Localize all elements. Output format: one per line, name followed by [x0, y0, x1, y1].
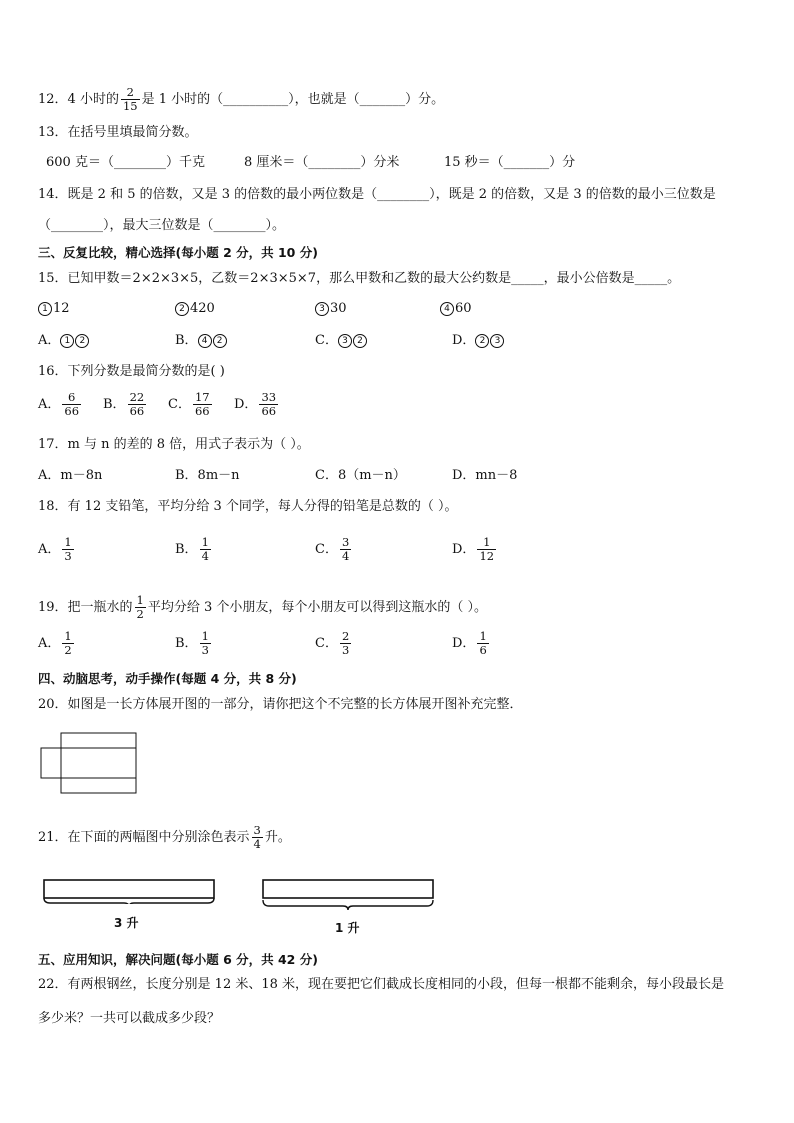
q16-option-d[interactable]: D． $\frac{33}{66}$ — [234, 390, 277, 418]
q15-option-a[interactable]: A． 1 2 — [38, 332, 90, 350]
fraction: $\frac{3}{4}$ — [341, 535, 350, 563]
q13-blank-1: 600 克＝（________）千克 — [46, 155, 205, 170]
q18-option-a[interactable]: A． $\frac{1}{3}$ — [38, 535, 72, 563]
question-19-stem: 19．把一瓶水的 $\frac{1}{2}$ 平均分给 3 个小朋友，每个小朋友可以得到这瓶水的（ ）。 — [38, 593, 488, 621]
question-15-stem: 15．已知甲数＝2×2×3×5，乙数＝2×3×5×7，那么甲数和乙数的最大公约数是_____，最小公倍数是_____。 — [38, 271, 681, 286]
q18-option-c[interactable]: C． $\frac{3}{4}$ — [315, 535, 350, 563]
fraction: $\frac{1}{2}$ — [64, 629, 72, 657]
cuboid-net-figure — [38, 728, 140, 798]
left-bar-with-brace — [40, 876, 218, 904]
q15-option-d[interactable]: D． 2 3 — [452, 332, 505, 350]
section-5-heading: 五、应用知识，解决问题(每小题 6 分，共 42 分) — [38, 952, 318, 967]
question-21-stem: 21．在下面的两幅图中分别涂色表示 $\frac{3}{4}$ 升。 — [38, 823, 291, 851]
fraction: $\frac{33}{66}$ — [261, 390, 277, 418]
q17-option-d[interactable]: D．mn－8 — [452, 468, 518, 483]
question-17-stem: 17．m 与 n 的差的 8 倍，用式子表示为（ ）。 — [38, 437, 310, 452]
fraction: $\frac{6}{66}$ — [64, 390, 80, 418]
q15-item-4: 4 60 — [440, 300, 472, 318]
q16-option-c[interactable]: C． $\frac{17}{66}$ — [168, 390, 210, 418]
question-20-stem: 20．如图是一长方体展开图的一部分，请你把这个不完整的长方体展开图补充完整． — [38, 697, 523, 712]
fraction: $\frac{1}{6}$ — [479, 629, 487, 657]
fraction: $\frac{3}{4}$ — [253, 823, 261, 851]
q16-option-b[interactable]: B． $\frac{22}{66}$ — [103, 390, 145, 418]
left-bar-label: 3 升 — [114, 916, 139, 930]
right-bar-label: 1 升 — [335, 921, 360, 935]
section-3-heading: 三、反复比较，精心选择(每小题 2 分，共 10 分) — [38, 245, 318, 260]
fraction: $\frac{22}{66}$ — [129, 390, 145, 418]
section-4-heading: 四、动脑思考，动手操作(每题 4 分，共 8 分) — [38, 671, 297, 686]
q15-option-b[interactable]: B． 4 2 — [175, 332, 228, 350]
q13-blank-2: 8 厘米＝（________）分米 — [244, 155, 400, 170]
q19-option-a[interactable]: A． $\frac{1}{2}$ — [38, 629, 72, 657]
question-22-line1: 22．有两根钢丝，长度分别是 12 米、18 米，现在要把它们截成长度相同的小段，但每一根都不能剩余，每小段最长是 — [38, 977, 725, 992]
fraction: $\frac{1}{3}$ — [64, 535, 72, 563]
fraction: $\frac{1}{2}$ — [136, 593, 144, 621]
q16-option-a[interactable]: A． $\frac{6}{66}$ — [38, 390, 80, 418]
question-14-line1: 14．既是 2 和 5 的倍数，又是 3 的倍数的最小两位数是（________），既是 2 的倍数，又是 3 的倍数的最小三位数是 — [38, 187, 716, 202]
q19-option-b[interactable]: B． $\frac{1}{3}$ — [175, 629, 209, 657]
question-18-stem: 18．有 12 支铅笔，平均分给 3 个同学，每人分得的铅笔是总数的（ ）。 — [38, 499, 458, 514]
fraction: $\frac{2}{3}$ — [341, 629, 350, 657]
q18-option-d[interactable]: D． $\frac{1}{12}$ — [452, 535, 495, 563]
fraction: $\frac{1}{4}$ — [201, 535, 209, 563]
q12-text-pre: 12．4 小时的 — [38, 92, 119, 107]
q15-item-2: 2 420 — [175, 300, 215, 318]
question-22-line2: 多少米？一共可以截成多少段？ — [38, 1011, 221, 1026]
q12-text-post: 是 1 小时的（__________），也就是（_______）分。 — [141, 92, 445, 107]
fraction: $\frac{1}{3}$ — [201, 629, 209, 657]
question-14-line2: （________），最大三位数是（________）。 — [38, 218, 286, 233]
right-bar-with-brace — [259, 876, 437, 910]
question-12 — [38, 86, 444, 113]
fraction: $\frac{1}{12}$ — [479, 535, 495, 563]
q17-option-a[interactable]: A．m－8n — [38, 468, 103, 483]
q18-option-b[interactable]: B． $\frac{1}{4}$ — [175, 535, 209, 563]
q19-option-c[interactable]: C． $\frac{2}{3}$ — [315, 629, 350, 657]
q13-blank-3: 15 秒＝（_______）分 — [444, 155, 576, 170]
q15-option-c[interactable]: C． 3 2 — [315, 332, 368, 350]
question-16-stem: 16．下列分数是最简分数的是( ) — [38, 364, 225, 379]
fraction: $\frac{17}{66}$ — [194, 390, 210, 418]
q19-option-d[interactable]: D． $\frac{1}{6}$ — [452, 629, 487, 657]
question-13-stem: 13．在括号里填最简分数。 — [38, 125, 198, 140]
q15-item-3: 3 30 — [315, 300, 347, 318]
fraction: $\frac{2}{15}$ — [122, 85, 138, 113]
q17-option-b[interactable]: B．8m－n — [175, 468, 240, 483]
q17-option-c[interactable]: C．8（m－n） — [315, 468, 406, 483]
q15-item-1: 1 12 — [38, 300, 70, 318]
